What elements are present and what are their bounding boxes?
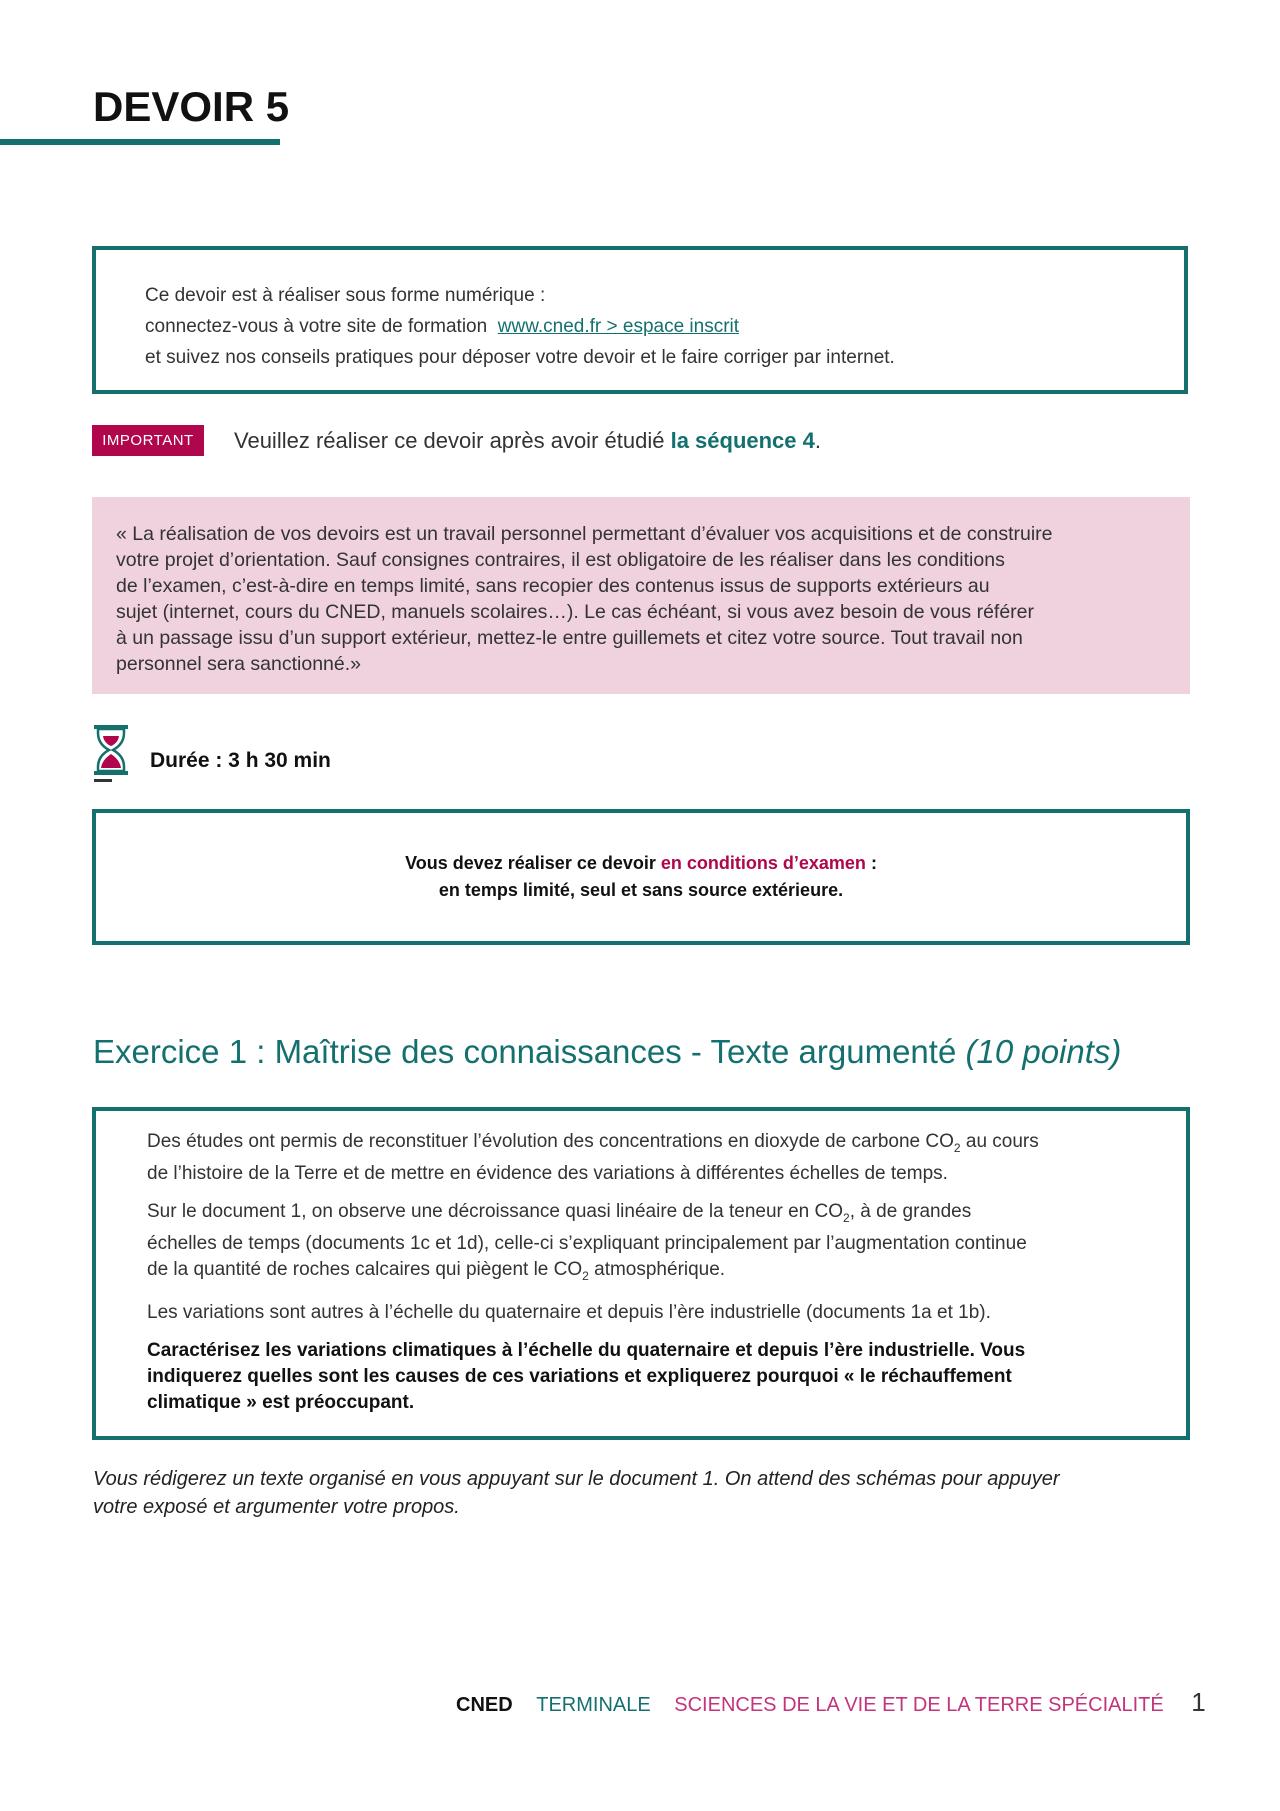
numeric-line-2 (145, 311, 1184, 342)
p2-text-d: de la quantité de roches calcaires qui piègent le CO (147, 1258, 583, 1280)
hourglass-icon (92, 724, 130, 784)
exercise-paragraph-1 (147, 1129, 1156, 1187)
p1-text-b: au cours (960, 1131, 1039, 1152)
instruction-line-2: votre exposé et argumenter votre propos. (93, 1496, 460, 1518)
p1-text: Des études ont permis de reconstituer l’évolution des concentrations en dioxyde de carbone CO (147, 1131, 954, 1152)
exam-conditions-highlight: en conditions d’examen (660, 853, 866, 873)
co2-subscript: 2 (843, 1210, 850, 1225)
page-number: 1 (1191, 1687, 1206, 1717)
page-title: DEVOIR 5 (93, 83, 290, 130)
numeric-line-1: Ce devoir est à réaliser sous forme numérique : (145, 285, 546, 306)
honesty-quote (92, 497, 1190, 694)
exercise-question (147, 1338, 1156, 1416)
question-line: climatique » est préoccupant. (147, 1392, 415, 1414)
quote-line: personnel sera sanctionné.» (116, 653, 361, 675)
p2-text-e: atmosphérique. (588, 1258, 726, 1280)
exercise-paragraph-3: Les variations sont autres à l’échelle du quaternaire et depuis l’ère industrielle (documents 1a et 1b). (147, 1302, 991, 1324)
co2-subscript: 2 (953, 1140, 961, 1155)
footer-org: CNED (456, 1694, 513, 1716)
footer-subject: SCIENCES DE LA VIE ET DE LA TERRE SPÉCIALITÉ (674, 1694, 1164, 1716)
numeric-submission-box (92, 246, 1188, 394)
p2-text: Sur le document 1, on observe une décroissance quasi linéaire de la teneur en CO (147, 1200, 844, 1222)
exercise-title (93, 1033, 1121, 1071)
duration-label: Durée : 3 h 30 min (150, 749, 331, 772)
important-message (234, 425, 821, 456)
important-text-prefix: Veuillez réaliser ce devoir après avoir étudié (234, 428, 665, 453)
title-underline (0, 139, 280, 145)
exercise-points: (10 points) (965, 1033, 1122, 1070)
co2-subscript: 2 (582, 1268, 589, 1283)
quote-line: « La réalisation de vos devoirs est un travail personnel permettant d’évaluer vos acquisitions et de construire (116, 523, 1053, 545)
exam-line-1 (405, 850, 877, 877)
exercise-box (92, 1107, 1190, 1440)
numeric-line-2-text: connectez-vous à votre site de formation (145, 316, 488, 337)
important-badge: IMPORTANT (92, 425, 204, 456)
quote-line: à un passage issu d’un support extérieur, mettez-le entre guillemets et citez votre source. Tout travail non (116, 627, 1023, 649)
quote-line: votre projet d’orientation. Sauf consignes contraires, il est obligatoire de les réaliser dans les conditions (116, 549, 1005, 571)
important-text-suffix: . (814, 428, 822, 453)
quote-line: sujet (internet, cours du CNED, manuels scolaires…). Le cas échéant, si vous avez besoin de vous référer (116, 601, 1035, 623)
exercise-paragraph-2 (147, 1199, 1156, 1289)
writing-instruction (93, 1465, 1193, 1521)
quote-line: de l’examen, c’est-à-dire en temps limité, sans recopier des contenus issus de supports extérieurs au (116, 575, 990, 597)
p2-text-b: , à de grandes (849, 1200, 972, 1222)
exam-conditions-box (92, 809, 1190, 945)
exam-line-2: en temps limité, seul et sans source extérieure. (438, 880, 844, 900)
numeric-line-3: et suivez nos conseils pratiques pour déposer votre devoir et le faire corriger par internet. (145, 347, 895, 368)
instruction-line-1: Vous rédigerez un texte organisé en vous appuyant sur le document 1. On attend des schémas pour appuyer (93, 1468, 1060, 1490)
exam-line-1-prefix: Vous devez réaliser ce devoir (405, 853, 656, 873)
question-line: Caractérisez les variations climatiques à l’échelle du quaternaire et depuis l’ère industrielle. Vous (147, 1340, 1026, 1362)
p2-text-c: échelles de temps (documents 1c et 1d), celle-ci s’expliquant principalement par l’augmentation continue (147, 1232, 1027, 1254)
cned-link[interactable]: www.cned.fr > espace inscrit (497, 316, 740, 337)
exam-line-1-suffix: : (870, 853, 877, 873)
p1-text-c: de l’histoire de la Terre et de mettre en évidence des variations à différentes échelles de temps. (147, 1162, 948, 1184)
question-line: indiquerez quelles sont les causes de ces variations et expliquerez pourquoi « le réchauffement (147, 1366, 1012, 1388)
footer-level: TERMINALE (536, 1694, 651, 1716)
page-footer (456, 1687, 1206, 1718)
exercise-title-text: Exercice 1 : Maîtrise des connaissances - Texte argumenté (93, 1033, 957, 1070)
important-sequence: la séquence 4 (670, 428, 815, 453)
